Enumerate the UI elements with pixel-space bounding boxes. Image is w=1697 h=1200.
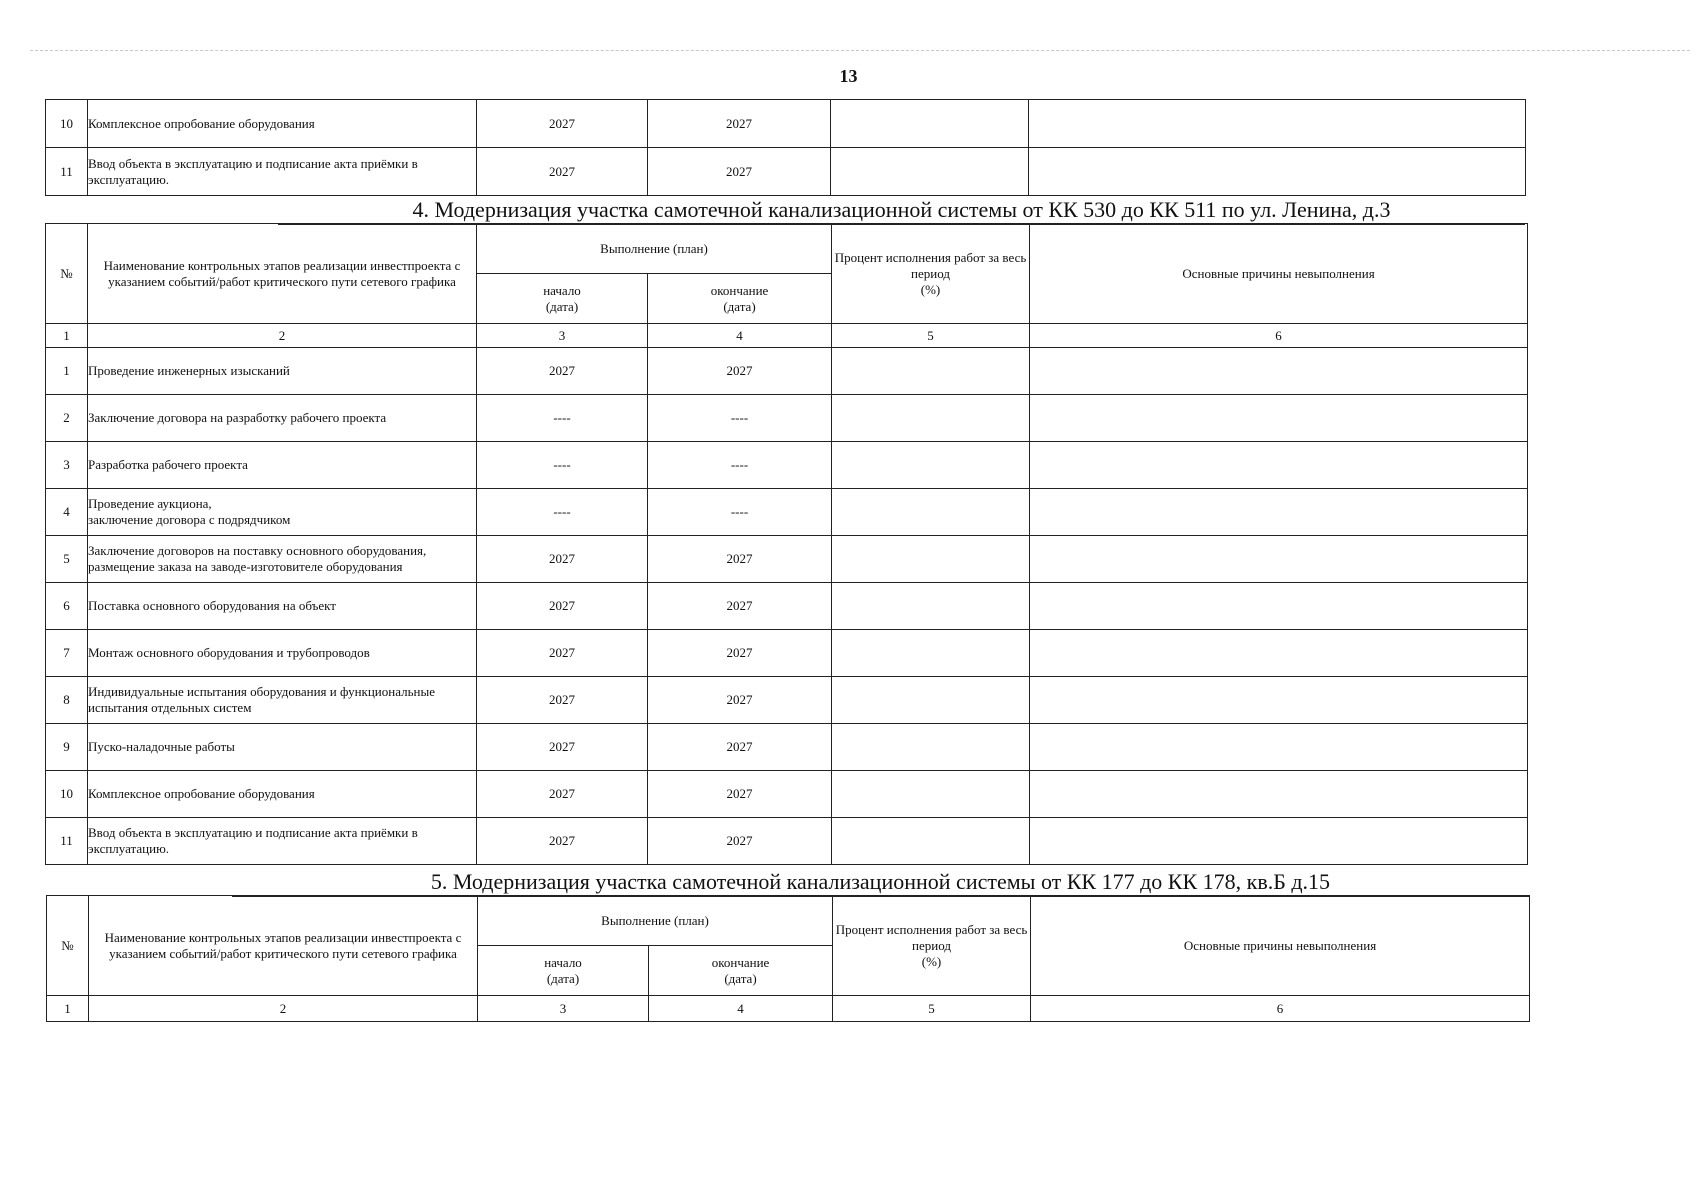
- header-end: окончание (дата): [648, 274, 832, 324]
- row-number: 5: [46, 536, 88, 583]
- failure-reasons: [1030, 536, 1528, 583]
- percent-complete: [832, 818, 1030, 865]
- col-number: 4: [649, 996, 833, 1022]
- header-plan: Выполнение (план): [478, 896, 833, 946]
- row-number: 11: [46, 148, 88, 196]
- table-row: [46, 489, 1528, 536]
- end-date: 2027: [648, 630, 832, 677]
- table-row: [46, 395, 1528, 442]
- percent-complete: [832, 583, 1030, 630]
- col-number: 5: [832, 324, 1030, 348]
- column-numbers-row: [46, 324, 1528, 348]
- header-name: Наименование контрольных этапов реализации инвестпроекта с указанием событий/работ критического пути сетевого графика: [89, 896, 478, 996]
- header-reasons: Основные причины невыполнения: [1030, 224, 1528, 324]
- col-number: 1: [46, 324, 88, 348]
- section-4-title: 4. Модернизация участка самотечной канализационной системы от КК 530 до КК 511 по ул. Ленина, д.3: [278, 197, 1525, 225]
- start-date: 2027: [477, 818, 648, 865]
- end-date: 2027: [648, 100, 831, 148]
- start-date: 2027: [477, 100, 648, 148]
- failure-reasons: [1030, 677, 1528, 724]
- failure-reasons: [1030, 630, 1528, 677]
- end-date: ----: [648, 489, 832, 536]
- table-row: [46, 630, 1528, 677]
- row-number: 1: [46, 348, 88, 395]
- stage-name: Ввод объекта в эксплуатацию и подписание акта приёмки в эксплуатацию.: [88, 148, 477, 196]
- end-date: 2027: [648, 536, 832, 583]
- start-date: 2027: [477, 148, 648, 196]
- end-date: 2027: [648, 677, 832, 724]
- row-number: 3: [46, 442, 88, 489]
- stage-name: Комплексное опробование оборудования: [88, 100, 477, 148]
- end-date: ----: [648, 395, 832, 442]
- page-number: 13: [839, 66, 858, 86]
- row-number: 2: [46, 395, 88, 442]
- header-end: окончание (дата): [649, 946, 833, 996]
- end-date: 2027: [648, 818, 832, 865]
- percent-complete: [831, 148, 1029, 196]
- section-5-title: 5. Модернизация участка самотечной канализационной системы от КК 177 до КК 178, кв.Б д.15: [232, 869, 1529, 897]
- start-date: ----: [477, 489, 648, 536]
- column-numbers-row: [47, 996, 1530, 1022]
- header-percent: Процент исполнения работ за весь период (%): [832, 224, 1030, 324]
- percent-complete: [832, 348, 1030, 395]
- stage-name: Разработка рабочего проекта: [88, 442, 477, 489]
- row-number: 10: [46, 771, 88, 818]
- header-percent: Процент исполнения работ за весь период (%): [833, 896, 1031, 996]
- percent-complete: [832, 724, 1030, 771]
- percent-complete: [832, 395, 1030, 442]
- failure-reasons: [1030, 442, 1528, 489]
- col-number: 6: [1031, 996, 1530, 1022]
- stage-name: Заключение договоров на поставку основного оборудования, размещение заказа на заводе-изготовителе оборудования: [88, 536, 477, 583]
- table-row: [46, 583, 1528, 630]
- header-plan: Выполнение (план): [477, 224, 832, 274]
- header-start: начало (дата): [477, 274, 648, 324]
- table-row: [46, 724, 1528, 771]
- col-number: 4: [648, 324, 832, 348]
- end-date: ----: [648, 442, 832, 489]
- row-number: 4: [46, 489, 88, 536]
- start-date: 2027: [477, 348, 648, 395]
- table-row: [46, 148, 1526, 196]
- start-date: ----: [477, 442, 648, 489]
- table-row: [46, 348, 1528, 395]
- col-number: 5: [833, 996, 1031, 1022]
- section-4-table: [45, 223, 1528, 865]
- stage-name: Пуско-наладочные работы: [88, 724, 477, 771]
- header-num: №: [46, 224, 88, 324]
- row-number: 6: [46, 583, 88, 630]
- percent-complete: [832, 536, 1030, 583]
- start-date: 2027: [477, 630, 648, 677]
- percent-complete: [832, 442, 1030, 489]
- stage-name: Комплексное опробование оборудования: [88, 771, 477, 818]
- stage-name: Проведение инженерных изысканий: [88, 348, 477, 395]
- percent-complete: [831, 100, 1029, 148]
- failure-reasons: [1030, 771, 1528, 818]
- row-number: 9: [46, 724, 88, 771]
- table-row: [46, 536, 1528, 583]
- start-date: 2027: [477, 677, 648, 724]
- stage-name: Проведение аукциона, заключение договора с подрядчиком: [88, 489, 477, 536]
- col-number: 2: [88, 324, 477, 348]
- top-scan-line: [30, 50, 1690, 51]
- header-num: №: [47, 896, 89, 996]
- end-date: 2027: [648, 583, 832, 630]
- row-number: 7: [46, 630, 88, 677]
- failure-reasons: [1029, 100, 1526, 148]
- stage-name: Ввод объекта в эксплуатацию и подписание акта приёмки в эксплуатацию.: [88, 818, 477, 865]
- row-number: 11: [46, 818, 88, 865]
- col-number: 2: [89, 996, 478, 1022]
- end-date: 2027: [648, 724, 832, 771]
- table-row: [46, 818, 1528, 865]
- end-date: 2027: [648, 348, 832, 395]
- stage-name: Индивидуальные испытания оборудования и функциональные испытания отдельных систем: [88, 677, 477, 724]
- stage-name: Монтаж основного оборудования и трубопроводов: [88, 630, 477, 677]
- start-date: 2027: [477, 536, 648, 583]
- table-row: [46, 771, 1528, 818]
- percent-complete: [832, 771, 1030, 818]
- table-row: [46, 442, 1528, 489]
- section-5-table: [46, 895, 1530, 1022]
- start-date: 2027: [477, 771, 648, 818]
- start-date: 2027: [477, 724, 648, 771]
- col-number: 1: [47, 996, 89, 1022]
- col-number: 3: [477, 324, 648, 348]
- failure-reasons: [1030, 348, 1528, 395]
- continuation-table: [45, 99, 1526, 196]
- failure-reasons: [1030, 395, 1528, 442]
- failure-reasons: [1030, 489, 1528, 536]
- stage-name: Заключение договора на разработку рабочего проекта: [88, 395, 477, 442]
- start-date: ----: [477, 395, 648, 442]
- percent-complete: [832, 489, 1030, 536]
- header-reasons: Основные причины невыполнения: [1031, 896, 1530, 996]
- row-number: 8: [46, 677, 88, 724]
- col-number: 3: [478, 996, 649, 1022]
- failure-reasons: [1029, 148, 1526, 196]
- end-date: 2027: [648, 148, 831, 196]
- start-date: 2027: [477, 583, 648, 630]
- header-name: Наименование контрольных этапов реализации инвестпроекта с указанием событий/работ критического пути сетевого графика: [88, 224, 477, 324]
- stage-name: Поставка основного оборудования на объект: [88, 583, 477, 630]
- table-row: [46, 677, 1528, 724]
- col-number: 6: [1030, 324, 1528, 348]
- failure-reasons: [1030, 583, 1528, 630]
- percent-complete: [832, 677, 1030, 724]
- failure-reasons: [1030, 724, 1528, 771]
- row-number: 10: [46, 100, 88, 148]
- end-date: 2027: [648, 771, 832, 818]
- failure-reasons: [1030, 818, 1528, 865]
- percent-complete: [832, 630, 1030, 677]
- table-row: [46, 100, 1526, 148]
- header-start: начало (дата): [478, 946, 649, 996]
